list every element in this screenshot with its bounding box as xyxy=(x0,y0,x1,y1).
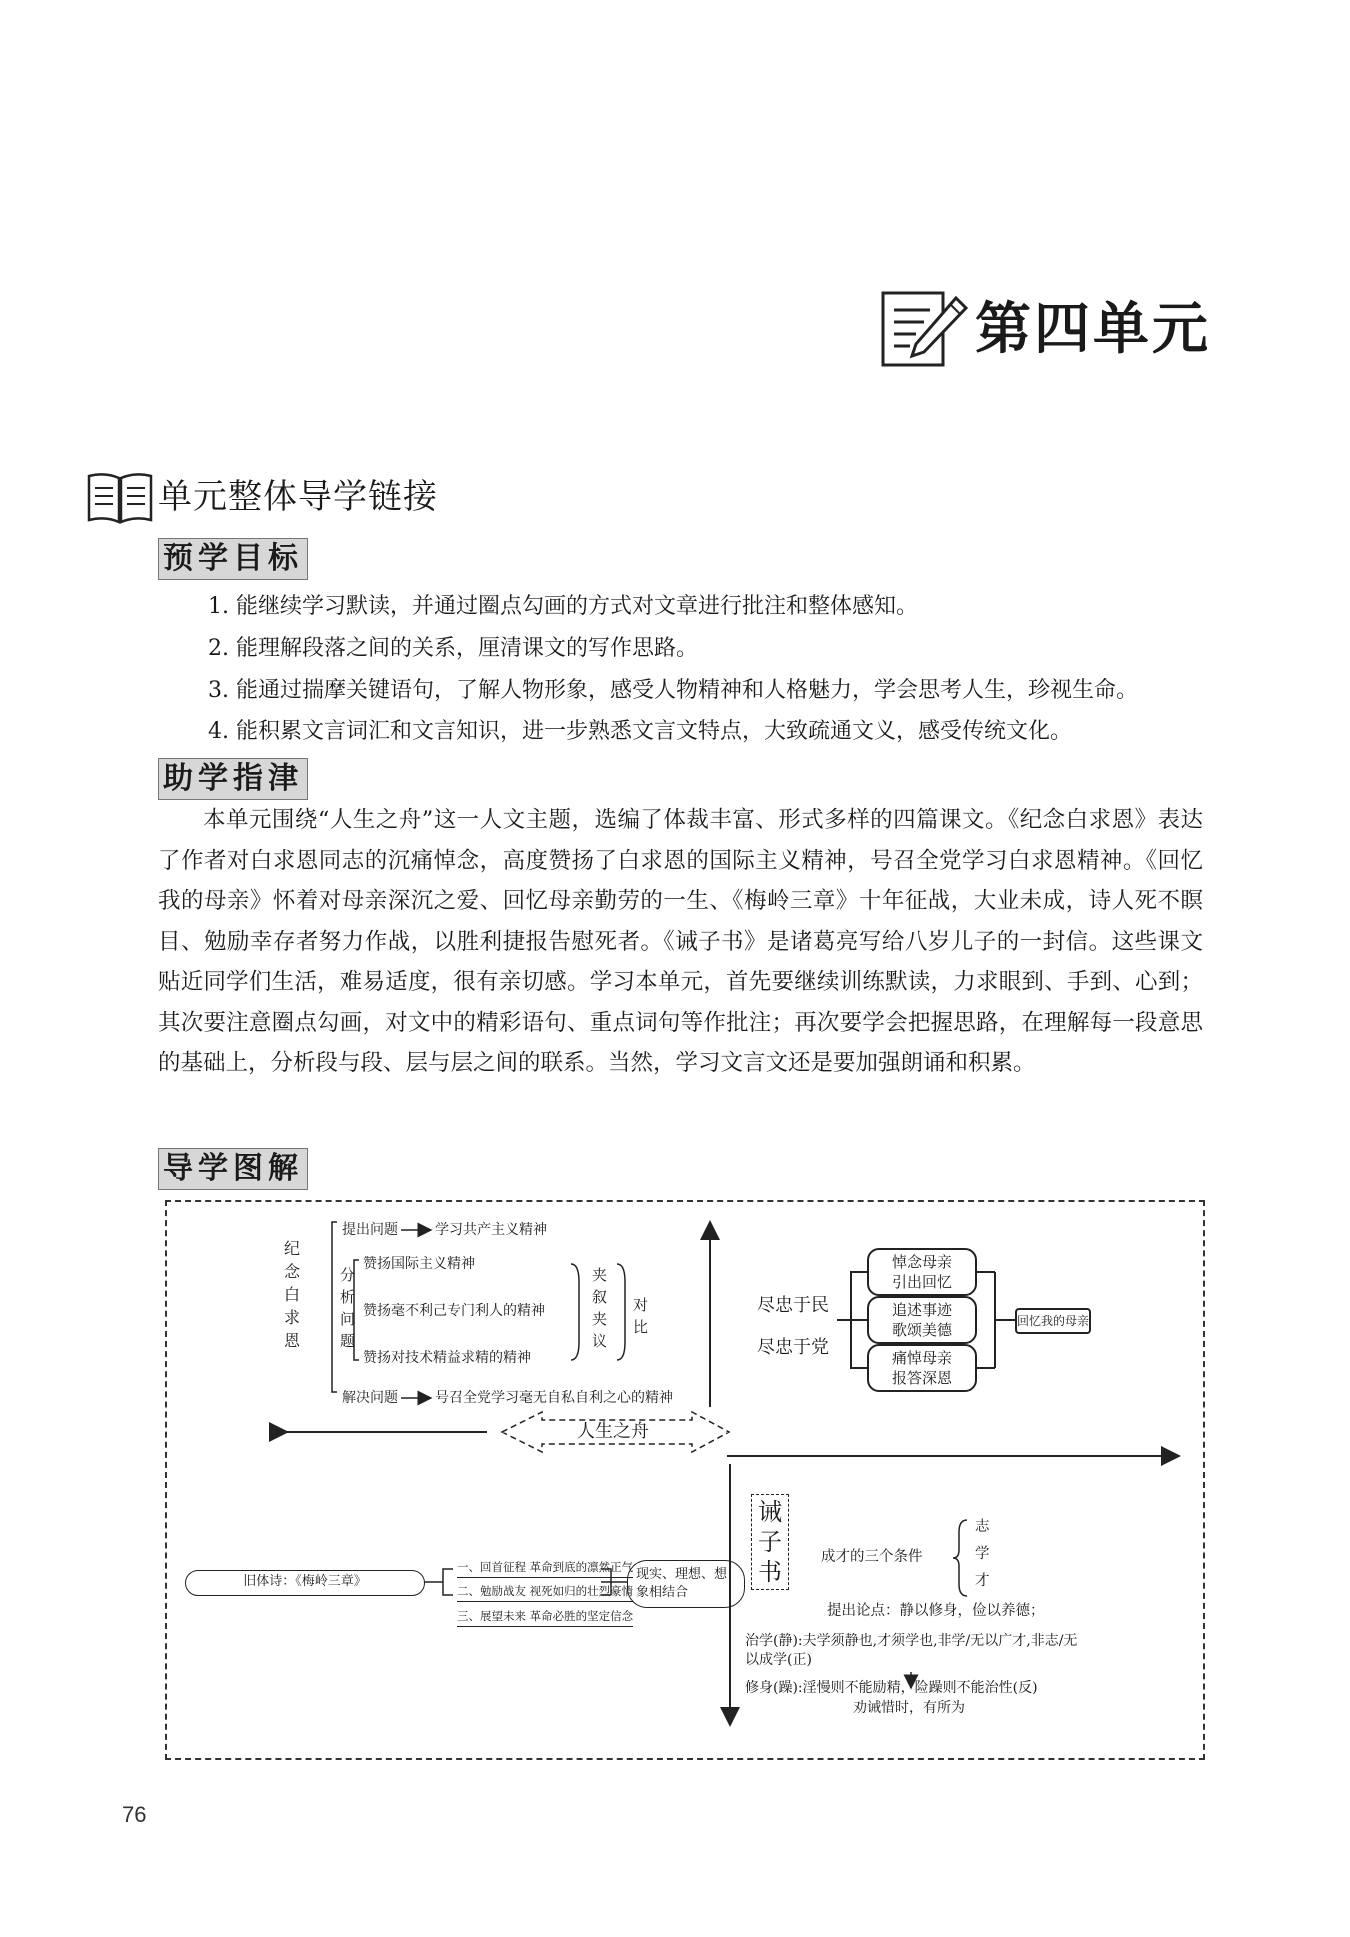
bethune-title: 纪 念 白 求 恩 xyxy=(284,1239,301,1350)
study-guide-heading: 助学指津 xyxy=(158,758,308,800)
diagram-lines xyxy=(167,1202,1203,1758)
center-label: 人生之舟 xyxy=(577,1421,649,1442)
conclusion: 劝诫惜时，有所为 xyxy=(853,1700,965,1716)
pencil-notes-icon xyxy=(880,290,970,370)
bethune-point: 赞扬对技术精益求精的精神 xyxy=(363,1350,531,1366)
preview-goals-heading: 预学目标 xyxy=(158,538,308,580)
mother-box: 痛悼母亲 报答深恩 xyxy=(867,1344,977,1392)
bethune-analyze: 分 析 问 题 xyxy=(340,1266,356,1350)
goal-item: 1. 能继续学习默读，并通过圈点勾画的方式对文章进行批注和整体感知。 xyxy=(208,594,918,619)
goal-item: 4. 能积累文言词汇和文言知识，进一步熟悉文言文特点，大致疏通文义，感受传统文化。 xyxy=(208,719,1072,744)
meiling-title: 旧体诗：《梅岭三章》 xyxy=(185,1570,425,1596)
bethune-solve-result: 号召全党学习毫无自私自利之心的精神 xyxy=(435,1390,673,1406)
diagram-heading: 导学图解 xyxy=(158,1148,308,1190)
conditions-label: 成才的三个条件 xyxy=(821,1549,923,1565)
bethune-contrast: 对比 xyxy=(633,1296,649,1336)
loyal-party: 尽忠于党 xyxy=(757,1337,829,1358)
self-cultivation-line: 修身(躁):淫慢则不能励精，险躁则不能治性(反) xyxy=(745,1680,1038,1696)
goal-item: 3. 能通过揣摩关键语句，了解人物形象，感受人物精神和人格魅力，学会思考人生，珍视生命。 xyxy=(208,678,1138,703)
meiling-line: 三、展望未来 革命必胜的坚定信念 xyxy=(457,1607,633,1627)
mother-title: 回忆我的母亲 xyxy=(1015,1308,1091,1334)
loyal-people: 尽忠于民 xyxy=(757,1295,829,1316)
bethune-solve: 解决问题 xyxy=(342,1390,398,1406)
bethune-point: 赞扬国际主义精神 xyxy=(363,1256,475,1272)
meiling-summary: 现实、理想、想象相结合 xyxy=(627,1560,745,1608)
meiling-line: 二、勉励战友 视死如归的壮烈豪情 xyxy=(457,1582,633,1602)
meiling-line: 一、回首征程 革命到底的凛然正气 xyxy=(457,1558,633,1578)
bethune-method: 夹 叙 夹 议 xyxy=(592,1266,608,1350)
page-number: 76 xyxy=(122,1802,147,1827)
bethune-raise-result: 学习共产主义精神 xyxy=(435,1222,547,1238)
guide-diagram xyxy=(165,1200,1205,1760)
thesis: 提出论点：静以修身，俭以养德； xyxy=(827,1603,1045,1619)
jiezishu-title: 诫 子 书 xyxy=(751,1494,789,1590)
study-guide-paragraph: 本单元围绕“人生之舟”这一人文主题，选编了体裁丰富、形式多样的四篇课文。《纪念白求恩》表达了作者对白求恩同志的沉痛悼念，高度赞扬了白求恩的国际主义精神，号召全党学习白求恩精神。《回忆我的母亲》怀着对母亲深沉之爱、回忆母亲勤劳的一生、《梅岭三章》十年征战，大业未成，诗人死不瞑目、勉励幸存者努力作战，以胜利捷报告慰死者。《诫子书》是诸葛亮写给八岁儿子的一封信。这些课文贴近同学们生活，难易适度，很有亲切感。学习本单元，首先要继续训练默读，力求眼到、手到、心到；其次要注意圈点勾画，对文中的精彩语句、重点词句等作批注；再次要学会把握思路，在理解每一段意思的基础上，分析段与段、层与层之间的联系。当然，学习文言文还是要加强朗诵和积累。 xyxy=(158,807,1203,1076)
open-book-icon xyxy=(85,470,155,526)
section-title: 单元整体导学链接 xyxy=(158,477,438,517)
study-line: 治学(静):夫学须静也,才须学也,非学/无以广才,非志/无以成学(正) xyxy=(745,1633,1078,1668)
unit-title: 第四单元 xyxy=(975,297,1211,362)
bethune-point: 赞扬毫不利己专门利人的精神 xyxy=(363,1303,545,1319)
mother-box: 追述事迹 歌颂美德 xyxy=(867,1296,977,1344)
conditions-list: 志 学 才 xyxy=(975,1519,990,1589)
bethune-raise: 提出问题 xyxy=(342,1222,398,1238)
mother-box: 悼念母亲 引出回忆 xyxy=(867,1248,977,1296)
goal-item: 2. 能理解段落之间的关系，厘清课文的写作思路。 xyxy=(208,636,698,661)
